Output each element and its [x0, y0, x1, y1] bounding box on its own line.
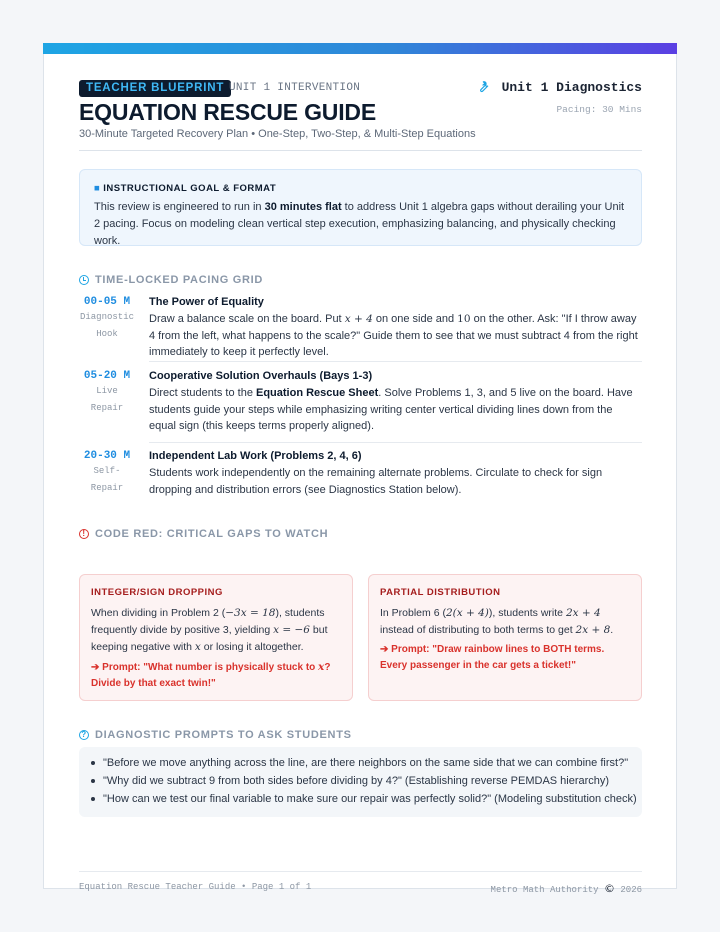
math-expression: 2x + 8: [575, 624, 611, 636]
clock-icon: [79, 275, 89, 285]
goal-text: [94, 199, 627, 250]
time-range: 00-05 M: [83, 296, 131, 308]
pacing-row-title: Cooperative Solution Overhauls (Bays 1-3): [149, 370, 373, 382]
time-phase: Repair: [90, 483, 124, 493]
page-subtitle: 30-Minute Targeted Recovery Plan • One-Step, Two-Step, & Multi-Step Equations: [79, 128, 476, 140]
time-phase: Hook: [96, 329, 118, 339]
alert-icon: !: [79, 529, 89, 539]
text-part: Draw a balance scale on the board. Put: [149, 313, 345, 325]
code-red-section-heading: [79, 528, 328, 540]
footer-year: 2026: [620, 885, 642, 895]
code-red-title: CODE RED: CRITICAL GAPS TO WATCH: [95, 528, 329, 540]
teacher-blueprint-badge: TEACHER BLUEPRINT: [79, 80, 231, 97]
goal-text-part: This review is engineered to run in: [94, 201, 265, 213]
text-part: When dividing in Problem 2 (: [91, 607, 226, 619]
diagnostic-prompts-list: [79, 747, 642, 817]
gap-card-text: [380, 605, 630, 639]
text-bold: Equation Rescue Sheet: [256, 387, 379, 399]
footer-org: Metro Math Authority: [490, 885, 599, 895]
list-item: "Before we move anything across the line, are there neighbors on the same side that we can combine first?": [91, 754, 642, 772]
page-footer: [79, 871, 642, 895]
pacing-time: [79, 296, 135, 342]
text-part: In Problem 6 (: [380, 607, 446, 619]
list-item: "How can we test our final variable to make sure our repair was perfectly solid?" (Modeling substitution check): [91, 790, 642, 808]
text-part: . Solve Problems 1, 3, and 5 live on the board. Have students guide your steps while emphasizing writing center vertical dividing lines down from the equal sign (this keeps terms properly aligned).: [149, 387, 633, 432]
math-expression: 2(x + 4): [445, 607, 489, 619]
time-range: 20-30 M: [83, 450, 131, 462]
pacing-row-text: [149, 385, 642, 435]
prompts-section-title: DIAGNOSTIC PROMPTS TO ASK STUDENTS: [95, 729, 352, 741]
footer-left: Equation Rescue Teacher Guide • Page 1 of 1: [79, 882, 312, 892]
unit-tag: UNIT 1 INTERVENTION: [229, 82, 361, 94]
math-expression: 10: [457, 313, 471, 325]
goal-text-part: to address Unit 1 algebra gaps without derailing your Unit 2 pacing. Focus on modeling clean vertical step execution, emphasizing balancing, and physically checking work.: [94, 201, 625, 247]
diagnostics-text: Unit 1 Diagnostics: [501, 80, 642, 95]
pacing-time: [79, 450, 135, 496]
text-part: ), students frequently divide by positive 3, yielding: [91, 607, 325, 636]
gap-card-partial-distribution: [368, 574, 642, 701]
row-divider: [149, 442, 642, 443]
text-part: Direct students to the: [149, 387, 256, 399]
pacing-time: [79, 370, 135, 416]
gap-card-text: [91, 605, 341, 656]
page-content: [79, 78, 642, 895]
text-part: on one side and: [372, 313, 458, 325]
copyright-icon: ©: [603, 882, 615, 895]
text-part: ), students write: [488, 607, 566, 619]
pacing-body: [149, 450, 642, 498]
time-phase: Diagnostic: [79, 312, 134, 322]
math-expression: x = −6: [273, 624, 310, 636]
instructional-goal-box: [79, 169, 642, 246]
diagnostics-label: [477, 80, 642, 95]
pacing-body: [149, 296, 642, 361]
math-expression: 2x + 4: [565, 607, 601, 619]
page-title: EQUATION RESCUE GUIDE: [79, 99, 376, 125]
top-gradient-bar: [43, 43, 677, 54]
text-part: ➔ Prompt: "What number is physically stuck to: [91, 662, 319, 673]
pacing-label: Pacing: 30 Mins: [556, 104, 642, 115]
text-part: but keeping negative with: [91, 624, 328, 653]
square-bullet-icon: ■: [94, 183, 101, 194]
prompts-section-heading: [79, 729, 352, 741]
wrench-icon: [477, 80, 498, 95]
list-item: "Why did we subtract 9 from both sides before dividing by 4?" (Establishing reverse PEMDAS hierarchy): [91, 772, 642, 790]
text-part: ? Divide by that exact twin!": [91, 662, 331, 689]
row-divider: [149, 361, 642, 362]
pacing-row-title: Independent Lab Work (Problems 2, 4, 6): [149, 450, 362, 462]
goal-heading-text: INSTRUCTIONAL GOAL & FORMAT: [103, 183, 277, 194]
time-phase: Self-: [93, 466, 121, 476]
pacing-row-text: [149, 311, 642, 361]
gap-card-sign-dropping: [79, 574, 353, 701]
gap-card-heading: PARTIAL DISTRIBUTION: [380, 587, 501, 598]
gap-card-heading: INTEGER/SIGN DROPPING: [91, 587, 223, 598]
time-range: 05-20 M: [83, 370, 131, 382]
gap-card-prompt: ➔ Prompt: "Draw rainbow lines to BOTH terms. Every passenger in the car gets a ticket!": [380, 644, 605, 671]
text-part: or losing it altogether.: [200, 641, 304, 653]
pacing-section-title: TIME-LOCKED PACING GRID: [95, 274, 264, 286]
math-expression: x: [194, 641, 201, 653]
math-expression: x + 4: [344, 313, 373, 325]
pacing-body: [149, 370, 642, 435]
goal-heading: [94, 183, 627, 194]
math-expression: −3x = 18: [225, 607, 276, 619]
footer-right: [491, 882, 642, 895]
time-phase: Repair: [90, 403, 124, 413]
pacing-section-heading: [79, 274, 263, 286]
pacing-row-text: Students work independently on the remaining alternate problems. Circulate to check for sign dropping and distribution errors (see Diagnostics Station below).: [149, 467, 603, 496]
pacing-row-title: The Power of Equality: [149, 296, 264, 308]
text-part: .: [610, 624, 614, 636]
text-part: on the other. Ask: "If I throw away 4 from the left, what happens to the scale?" Guide them to see that we must subtract 4 from the right immediately to keep it perfectly level.: [149, 313, 638, 358]
time-phase: Live: [96, 386, 118, 396]
math-expression: x: [318, 661, 325, 673]
text-part: instead of distributing to both terms to get: [380, 624, 576, 636]
goal-text-bold: 30 minutes flat: [264, 201, 342, 213]
page-header: [79, 78, 642, 151]
question-icon: ?: [79, 730, 89, 740]
gap-card-prompt: [91, 659, 341, 692]
guide-page: [43, 43, 677, 895]
